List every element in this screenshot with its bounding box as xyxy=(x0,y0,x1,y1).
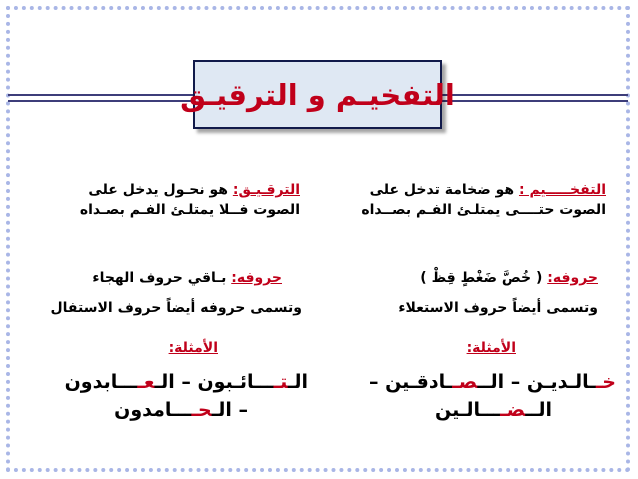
tarqiq-letters xyxy=(22,268,302,318)
ex-text: الـ xyxy=(287,371,308,393)
tafkhim-definition xyxy=(336,180,606,220)
tarqiq-def-line2: الصوت فــلا يمتلـئ الفـم بصـداه xyxy=(79,202,300,218)
tarqiq-letters-value: بـاقي حروف الهجاء xyxy=(92,270,232,286)
tarqiq-examples xyxy=(18,368,308,424)
title-box xyxy=(180,60,455,129)
tafkhim-examples xyxy=(326,368,616,424)
tafkhim-examples-label: الأمثلة: xyxy=(466,340,516,356)
tarqiq-def-line1: هو نحـول يدخل على xyxy=(88,182,233,198)
tafkhim-def-line1: هو ضخامة تدخل على xyxy=(369,182,519,198)
ex-text: ـــالـين xyxy=(435,399,501,421)
page-title: التفخيـم و الترقيـق xyxy=(180,77,455,112)
tarqiq-definition xyxy=(30,180,300,220)
tarqiq-label: الترقـيـق: xyxy=(232,182,300,198)
ex-letter: حـ xyxy=(191,399,212,421)
tarqiq-letters-line2: وتسمى حروفه أيضاً حروف الاستفال xyxy=(50,300,302,316)
tafkhim-examples-heading xyxy=(467,337,516,356)
tafkhim-letters xyxy=(338,268,598,318)
ex-text: الــ xyxy=(525,399,552,421)
ex-letter: تـ xyxy=(273,371,288,393)
ex-letter: عـ xyxy=(137,371,155,393)
ex-text: ـادقـين – xyxy=(368,371,453,393)
ex-letter: صـ xyxy=(452,371,478,393)
ex-text: ـــابدون xyxy=(64,371,138,393)
tarqiq-examples-heading xyxy=(169,337,218,356)
tarqiq-examples-label: الأمثلة: xyxy=(168,340,218,356)
ex-text: ـالـديـن – الــ xyxy=(477,371,596,393)
ex-letter: ضـ xyxy=(500,399,526,421)
tarqiq-letters-label: حروفه: xyxy=(231,270,282,286)
ex-text: ـــامدون xyxy=(114,399,192,421)
ex-text: ـــائـبون – الـ xyxy=(154,371,274,393)
tafkhim-letters-label: حروفه: xyxy=(547,270,598,286)
tafkhim-letters-value: ( خُصَّ ضَغْطٍ قِظْ ) xyxy=(420,270,548,286)
tafkhim-letters-line2: وتسمى أيضاً حروف الاستعلاء xyxy=(398,300,598,316)
tafkhim-label: التفخـــــيم : xyxy=(518,182,606,198)
ex-text: – الـ xyxy=(211,399,248,421)
tafkhim-def-line2: الصوت حتــــى يمتلـئ الفـم بصــداه xyxy=(361,202,606,218)
ex-letter: خـ xyxy=(595,371,616,393)
